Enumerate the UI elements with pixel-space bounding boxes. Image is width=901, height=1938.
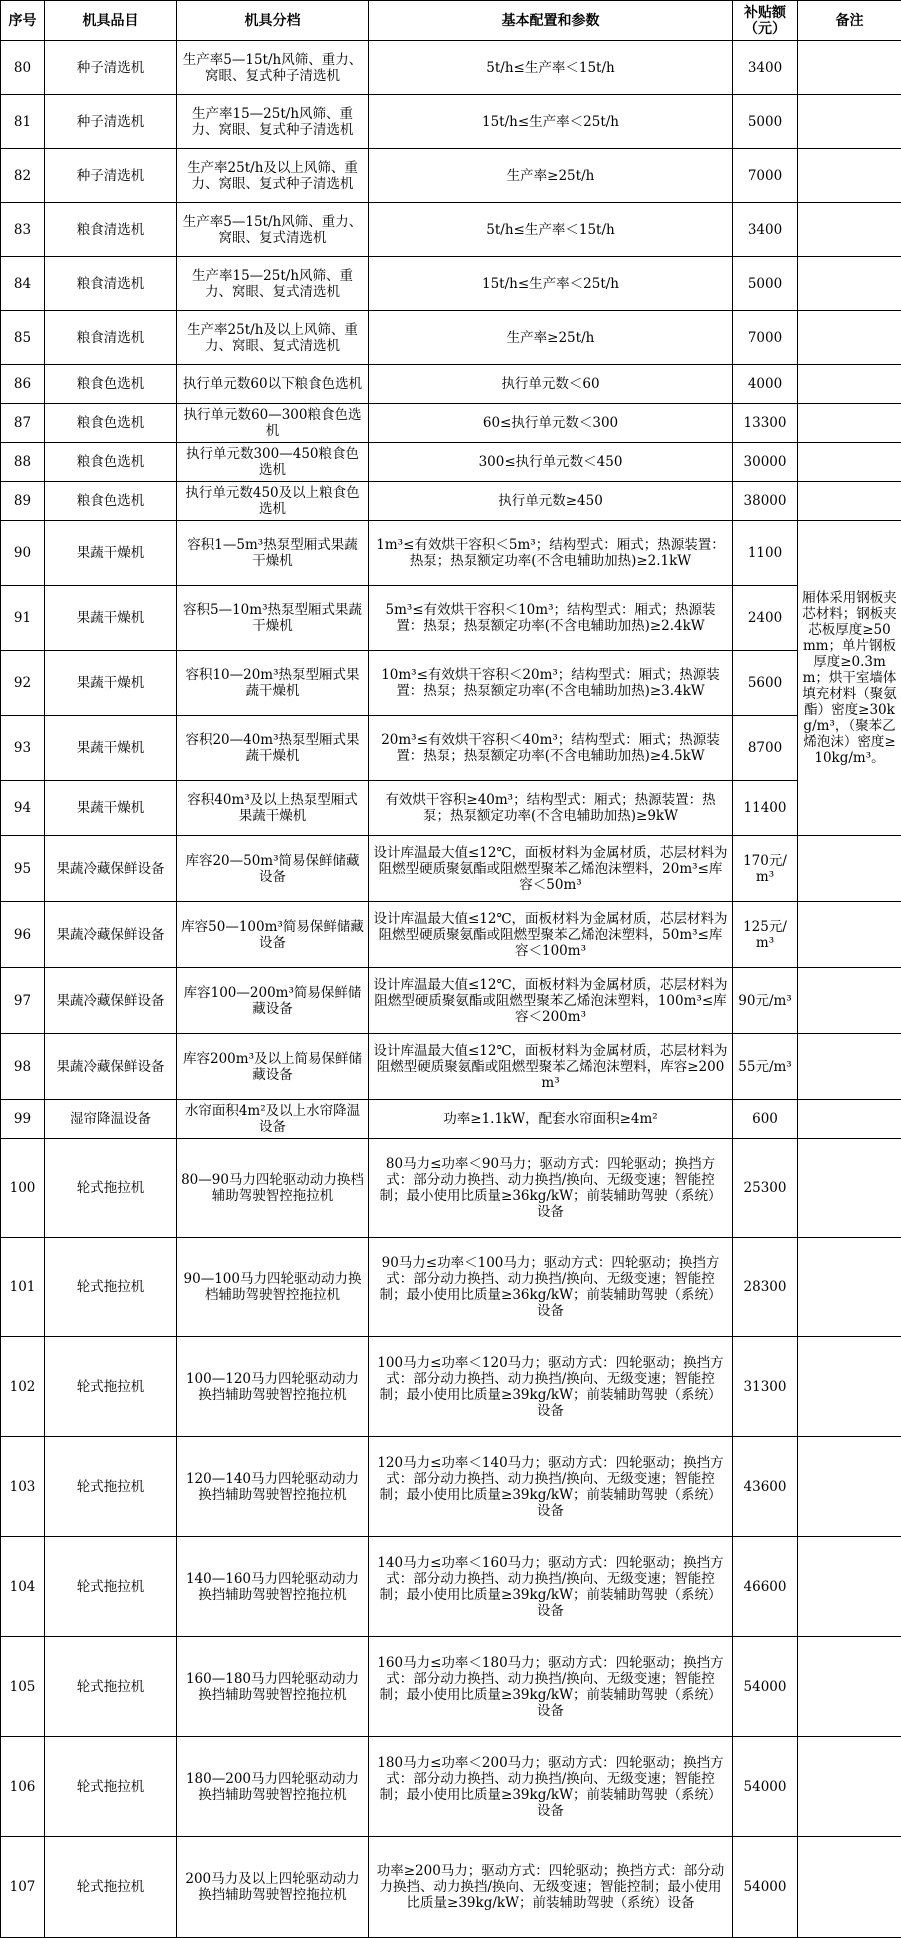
cell-grade: 140—160马力四轮驱动动力换挡辅助驾驶智控拖拉机 [177,1537,369,1637]
header-grade: 机具分档 [177,1,369,41]
cell-no: 89 [1,482,45,521]
cell-grade: 生产率15—25t/h风筛、重力、窝眼、复式种子清选机 [177,95,369,149]
cell-no: 86 [1,365,45,404]
cell-no: 106 [1,1737,45,1837]
cell-subsidy: 170元/m³ [733,836,798,902]
cell-no: 104 [1,1537,45,1637]
cell-no: 105 [1,1637,45,1737]
cell-grade: 生产率25t/h及以上风筛、重力、窝眼、复式清选机 [177,311,369,365]
cell-params: 5m³≤有效烘干容积＜10m³；结构型式：厢式；热源装置：热泵；热泵额定功率(不含电辅助加热)≥2.4kW [369,586,733,651]
cell-grade: 180—200马力四轮驱动动力换挡辅助驾驶智控拖拉机 [177,1737,369,1837]
cell-params: 80马力≤功率＜90马力；驱动方式：四轮驱动；换挡方式：部分动力换挡、动力换挡/换向、无级变速；智能控制；最小使用比质量≥36kg/kW；前装辅助驾驶（系统）设备 [369,1139,733,1238]
table-body [1,41,901,1938]
table-row [1,1034,901,1100]
cell-item: 轮式拖拉机 [45,1139,177,1238]
cell-grade: 160—180马力四轮驱动动力换挡辅助驾驶智控拖拉机 [177,1637,369,1737]
cell-item: 粮食清选机 [45,203,177,257]
cell-no: 95 [1,836,45,902]
cell-subsidy: 90元/m³ [733,968,798,1034]
cell-subsidy: 30000 [733,443,798,482]
table-row [1,203,901,257]
cell-params: 15t/h≤生产率＜25t/h [369,257,733,311]
table-row [1,41,901,95]
cell-item: 轮式拖拉机 [45,1637,177,1737]
cell-note [798,1337,901,1437]
cell-params: 执行单元数＜60 [369,365,733,404]
cell-note [798,968,901,1034]
cell-note [798,1238,901,1337]
cell-params: 1m³≤有效烘干容积＜5m³；结构型式：厢式；热源装置：热泵；热泵额定功率(不含电辅助加热)≥2.1kW [369,521,733,586]
table-row [1,95,901,149]
cell-note [798,1837,901,1938]
table-row [1,443,901,482]
table-row [1,1737,901,1837]
cell-note [798,1100,901,1139]
table-row [1,149,901,203]
cell-item: 轮式拖拉机 [45,1737,177,1837]
cell-item: 粮食色选机 [45,404,177,443]
cell-params: 设计库温最大值≤12℃，面板材料为金属材质，芯层材料为阻燃型硬质聚氨酯或阻燃型聚苯乙烯泡沫塑料，100m³≤库容＜200m³ [369,968,733,1034]
table-row [1,482,901,521]
cell-note [798,1139,901,1238]
cell-subsidy: 2400 [733,586,798,651]
cell-grade: 容积40m³及以上热泵型厢式果蔬干燥机 [177,781,369,836]
cell-subsidy: 1100 [733,521,798,586]
table-row [1,1837,901,1938]
cell-params: 设计库温最大值≤12℃，面板材料为金属材质，芯层材料为阻燃型硬质聚氨酯或阻燃型聚苯乙烯泡沫塑料，20m³≤库容＜50m³ [369,836,733,902]
cell-subsidy: 31300 [733,1337,798,1437]
cell-grade: 生产率25t/h及以上风筛、重力、窝眼、复式种子清选机 [177,149,369,203]
cell-item: 种子清选机 [45,95,177,149]
cell-note [798,482,901,521]
cell-params: 100马力≤功率＜120马力；驱动方式：四轮驱动；换挡方式：部分动力换挡、动力换挡/换向、无级变速；智能控制；最小使用比质量≥39kg/kW；前装辅助驾驶（系统）设备 [369,1337,733,1437]
cell-item: 果蔬干燥机 [45,651,177,716]
cell-item: 轮式拖拉机 [45,1537,177,1637]
cell-note [798,1637,901,1737]
cell-grade: 120—140马力四轮驱动动力换挡辅助驾驶智控拖拉机 [177,1437,369,1537]
cell-no: 92 [1,651,45,716]
cell-no: 82 [1,149,45,203]
cell-note [798,95,901,149]
cell-params: 生产率≥25t/h [369,149,733,203]
header-item: 机具品目 [45,1,177,41]
cell-subsidy: 28300 [733,1238,798,1337]
cell-params: 5t/h≤生产率＜15t/h [369,203,733,257]
cell-item: 果蔬冷藏保鲜设备 [45,836,177,902]
cell-grade: 生产率5—15t/h风筛、重力、窝眼、复式清选机 [177,203,369,257]
cell-item: 果蔬冷藏保鲜设备 [45,1034,177,1100]
cell-no: 85 [1,311,45,365]
cell-grade: 库容100—200m³简易保鲜储藏设备 [177,968,369,1034]
cell-grade: 执行单元数60以下粮食色选机 [177,365,369,404]
cell-item: 果蔬干燥机 [45,586,177,651]
cell-item: 轮式拖拉机 [45,1337,177,1437]
cell-item: 轮式拖拉机 [45,1238,177,1337]
cell-item: 果蔬冷藏保鲜设备 [45,968,177,1034]
cell-no: 96 [1,902,45,968]
cell-subsidy: 55元/m³ [733,1034,798,1100]
cell-item: 果蔬干燥机 [45,716,177,781]
cell-no: 84 [1,257,45,311]
cell-subsidy: 54000 [733,1737,798,1837]
cell-no: 91 [1,586,45,651]
cell-note [798,443,901,482]
cell-grade: 执行单元数450及以上粮食色选机 [177,482,369,521]
cell-params: 300≤执行单元数＜450 [369,443,733,482]
cell-params: 生产率≥25t/h [369,311,733,365]
cell-subsidy: 11400 [733,781,798,836]
table-row [1,836,901,902]
cell-grade: 库容200m³及以上简易保鲜储藏设备 [177,1034,369,1100]
header-no: 序号 [1,1,45,41]
table-row [1,1537,901,1637]
cell-item: 种子清选机 [45,149,177,203]
cell-grade: 90—100马力四轮驱动动力换档辅助驾驶智控拖拉机 [177,1238,369,1337]
table-row [1,781,901,836]
cell-grade: 生产率15—25t/h风筛、重力、窝眼、复式清选机 [177,257,369,311]
cell-params: 5t/h≤生产率＜15t/h [369,41,733,95]
cell-subsidy: 4000 [733,365,798,404]
cell-params: 10m³≤有效烘干容积＜20m³；结构型式：厢式；热源装置：热泵；热泵额定功率(不含电辅助加热)≥3.4kW [369,651,733,716]
cell-subsidy: 54000 [733,1637,798,1737]
cell-note [798,1034,901,1100]
cell-subsidy: 3400 [733,41,798,95]
cell-no: 90 [1,521,45,586]
cell-subsidy: 8700 [733,716,798,781]
cell-no: 87 [1,404,45,443]
cell-subsidy: 7000 [733,149,798,203]
cell-item: 果蔬干燥机 [45,521,177,586]
cell-no: 93 [1,716,45,781]
table-row [1,1337,901,1437]
header-params: 基本配置和参数 [369,1,733,41]
cell-grade: 执行单元数300—450粮食色选机 [177,443,369,482]
table-row [1,902,901,968]
table-row [1,365,901,404]
cell-note [798,1537,901,1637]
cell-item: 果蔬冷藏保鲜设备 [45,902,177,968]
cell-no: 97 [1,968,45,1034]
cell-params: 60≤执行单元数＜300 [369,404,733,443]
cell-item: 粮食色选机 [45,482,177,521]
table-row [1,1238,901,1337]
cell-no: 88 [1,443,45,482]
table-row [1,404,901,443]
cell-grade: 执行单元数60—300粮食色选机 [177,404,369,443]
cell-grade: 100—120马力四轮驱动动力换挡辅助驾驶智控拖拉机 [177,1337,369,1437]
table-row [1,586,901,651]
cell-no: 99 [1,1100,45,1139]
cell-subsidy: 38000 [733,482,798,521]
cell-note [798,902,901,968]
cell-subsidy: 25300 [733,1139,798,1238]
cell-subsidy: 3400 [733,203,798,257]
cell-params: 140马力≤功率＜160马力；驱动方式：四轮驱动；换挡方式：部分动力换挡、动力换挡/换向、无级变速；智能控制；最小使用比质量≥39kg/kW；前装辅助驾驶（系统）设备 [369,1537,733,1637]
cell-note [798,41,901,95]
cell-item: 湿帘降温设备 [45,1100,177,1139]
cell-no: 100 [1,1139,45,1238]
cell-no: 101 [1,1238,45,1337]
cell-no: 98 [1,1034,45,1100]
header-row [1,1,901,41]
table-row [1,1100,901,1139]
cell-no: 94 [1,781,45,836]
cell-note [798,311,901,365]
cell-params: 功率≥200马力；驱动方式：四轮驱动；换挡方式：部分动力换挡、动力换挡/换向、无级变速；智能控制；最小使用比质量≥39kg/kW；前装辅助驾驶（系统）设备 [369,1837,733,1938]
cell-no: 102 [1,1337,45,1437]
cell-grade: 水帘面积4m²及以上水帘降温设备 [177,1100,369,1139]
table-row [1,521,901,586]
cell-grade: 库容20—50m³简易保鲜储藏设备 [177,836,369,902]
cell-subsidy: 5000 [733,95,798,149]
table-row [1,311,901,365]
cell-params: 15t/h≤生产率＜25t/h [369,95,733,149]
cell-grade: 容积5—10m³热泵型厢式果蔬干燥机 [177,586,369,651]
cell-note [798,203,901,257]
cell-item: 果蔬干燥机 [45,781,177,836]
table-row [1,1637,901,1737]
cell-params: 120马力≤功率＜140马力；驱动方式：四轮驱动；换挡方式：部分动力换挡、动力换挡/换向、无级变速；智能控制；最小使用比质量≥39kg/kW；前装辅助驾驶（系统）设备 [369,1437,733,1537]
cell-item: 粮食清选机 [45,311,177,365]
cell-grade: 容积1—5m³热泵型厢式果蔬干燥机 [177,521,369,586]
cell-no: 103 [1,1437,45,1537]
cell-item: 种子清选机 [45,41,177,95]
cell-subsidy: 54000 [733,1837,798,1938]
cell-subsidy: 13300 [733,404,798,443]
cell-subsidy: 43600 [733,1437,798,1537]
cell-no: 83 [1,203,45,257]
cell-note [798,836,901,902]
cell-grade: 200马力及以上四轮驱动动力换挡辅助驾驶智控拖拉机 [177,1837,369,1938]
cell-params: 90马力≤功率＜100马力；驱动方式：四轮驱动；换挡方式：部分动力换挡、动力换挡/换向、无级变速；智能控制；最小使用比质量≥36kg/kW；前装辅助驾驶（系统）设备 [369,1238,733,1337]
table-row [1,1139,901,1238]
cell-params: 设计库温最大值≤12℃，面板材料为金属材质，芯层材料为阻燃型硬质聚氨酯或阻燃型聚苯乙烯泡沫塑料，库容≥200m³ [369,1034,733,1100]
header-subsidy: 补贴额（元） [733,1,798,41]
cell-params: 20m³≤有效烘干容积＜40m³；结构型式：厢式；热源装置：热泵；热泵额定功率(不含电辅助加热)≥4.5kW [369,716,733,781]
cell-note [798,1437,901,1537]
cell-params: 功率≥1.1kW，配套水帘面积≥4m² [369,1100,733,1139]
table-row [1,1437,901,1537]
cell-subsidy: 5000 [733,257,798,311]
table-row [1,257,901,311]
cell-no: 107 [1,1837,45,1938]
cell-item: 粮食色选机 [45,443,177,482]
cell-note [798,257,901,311]
cell-grade: 80—90马力四轮驱动动力换档辅助驾驶智控拖拉机 [177,1139,369,1238]
cell-params: 160马力≤功率＜180马力；驱动方式：四轮驱动；换挡方式：部分动力换挡、动力换挡/换向、无级变速；智能控制；最小使用比质量≥39kg/kW；前装辅助驾驶（系统）设备 [369,1637,733,1737]
cell-no: 80 [1,41,45,95]
cell-subsidy: 125元/m³ [733,902,798,968]
cell-note-dryer: 厢体采用钢板夹芯材料；钢板夹芯板厚度≥50mm；单片钢板厚度≥0.3mm；烘干室墙体填充材料（聚氨酯）密度≥30kg/m³，（聚苯乙烯泡沫）密度≥10kg/m³。 [798,521,901,836]
table-row [1,651,901,716]
cell-item: 粮食色选机 [45,365,177,404]
cell-params: 设计库温最大值≤12℃，面板材料为金属材质，芯层材料为阻燃型硬质聚氨酯或阻燃型聚苯乙烯泡沫塑料，50m³≤库容＜100m³ [369,902,733,968]
cell-grade: 库容50—100m³简易保鲜储藏设备 [177,902,369,968]
cell-item: 轮式拖拉机 [45,1437,177,1537]
cell-params: 执行单元数≥450 [369,482,733,521]
table-row [1,968,901,1034]
cell-note [798,365,901,404]
cell-item: 粮食清选机 [45,257,177,311]
cell-grade: 容积20—40m³热泵型厢式果蔬干燥机 [177,716,369,781]
header-note: 备注 [798,1,901,41]
cell-subsidy: 46600 [733,1537,798,1637]
cell-subsidy: 600 [733,1100,798,1139]
table-row [1,716,901,781]
cell-note [798,404,901,443]
cell-note [798,149,901,203]
cell-note [798,1737,901,1837]
cell-item: 轮式拖拉机 [45,1837,177,1938]
cell-no: 81 [1,95,45,149]
cell-grade: 容积10—20m³热泵型厢式果蔬干燥机 [177,651,369,716]
cell-params: 有效烘干容积≥40m³；结构型式：厢式；热源装置：热泵；热泵额定功率(不含电辅助加热)≥9kW [369,781,733,836]
cell-subsidy: 7000 [733,311,798,365]
cell-subsidy: 5600 [733,651,798,716]
cell-params: 180马力≤功率＜200马力；驱动方式：四轮驱动；换挡方式：部分动力换挡、动力换挡/换向、无级变速；智能控制；最小使用比质量≥39kg/kW；前装辅助驾驶（系统）设备 [369,1737,733,1837]
cell-grade: 生产率5—15t/h风筛、重力、窝眼、复式种子清选机 [177,41,369,95]
